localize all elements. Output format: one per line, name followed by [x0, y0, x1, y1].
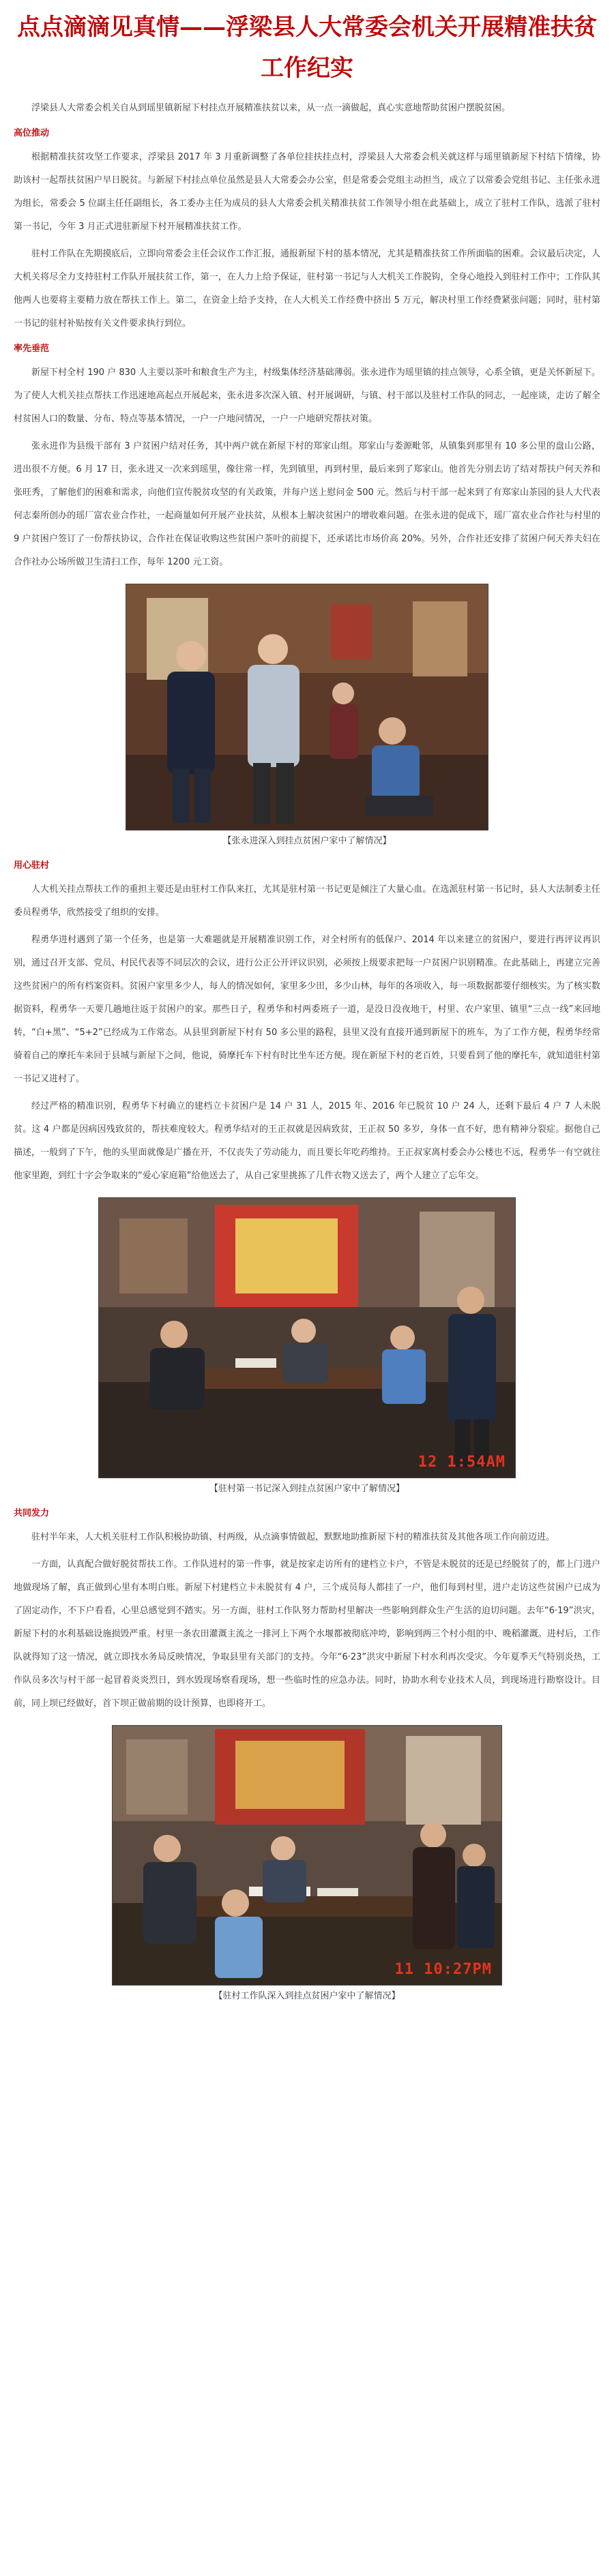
figure-caption: 【驻村第一书记深入到挂点贫困户家中了解情况】	[209, 1484, 405, 1494]
photo-illustration	[113, 1726, 501, 1985]
figure-2	[14, 1197, 600, 1497]
paragraph: 人大机关挂点帮扶工作的重担主要还是由驻村工作队来扛，尤其是驻村第一书记更是倾注了大量心血。在选派驻村第一书记时，县人大法制委主任委员程勇华，欣然接受了组织的安排。	[14, 884, 600, 918]
paragraph: 新屋下村全村 190 户 830 人主要以茶叶和粮食生产为主，村级集体经济基础薄弱。张永进作为瑶里镇的挂点领导，心系全镇，更是关怀新屋下。为了使人大机关挂点帮扶工作迅速地高起点开展起来，张永进多次深入镇、村开展调研，与镇、村干部以及驻村工作队的同志，一起座谈，走访了解全村贫困人口的数量、分布、特点等基本情况，一户一户地问情况，一户一户地研究帮扶对策。	[14, 368, 600, 424]
paragraph: 驻村半年来，人大机关驻村工作队积极协助镇、村两级，从点滴事情做起，默默地助推新屋下村的精准扶贫及其他各项工作向前迈进。	[31, 1532, 555, 1542]
paragraph: 一方面，认真配合做好脱贫帮扶工作。工作队进村的第一件事，就是按家走访所有的建档立卡户，不管是未脱贫的还是已经脱贫了的，都上门进户地做现场了解，真正做到心里有本明白账。新屋下村建档立卡未脱贫有 4 户，三个成员每人都挂了一户，他们每到村里，进户走访这些贫困户已成为了固定动作，不下户看看，心里总感觉到不踏实。另一方面，驻村工作队努力帮助村里解决一些影响到群众生产生活的迫切问题。去年“6·19”洪灾，新屋下村的水利基础设施损毁严重。村里一条农田灌溉主流之一排河上下两个水堰都被彻底冲垮，影响到两三个村小组的中、晚稻灌溉。进村后，工作队就得知了这一情况，就立即找水务局反映情况，争取县里有关部门的支持。今年“6·23”洪灾中新屋下村水利再次受灾。今年夏季天气特别炎热，工作队员多次与村干部一起冒着炎炎烈日，到水毁现场察看现场，想一些临时性的应急办法。同时，协助水利专业技术人员，到现场进行勘察设计。目前，同上坝已经做好，首下坝正做前期的设计预算，也即将开工。	[14, 1559, 600, 1709]
photo-work-team-visit	[112, 1725, 502, 1986]
photo-timestamp: 12 1:54AM	[418, 1454, 506, 1471]
section-heading-high-level: 高位推动	[14, 128, 50, 138]
intro-paragraph: 浮梁县人大常委会机关自从到瑶里镇新屋下村挂点开展精准扶贫以来，从一点一滴做起，真心实意地帮助贫困户摆脱贫困。	[31, 103, 511, 113]
paragraph: 经过严格的精准识别，程勇华下村确立的建档立卡贫困户是 14 户 31 人，2015 年、2016 年已脱贫 10 户 24 人，还剩下最后 4 户 7 人未脱贫。这 4 户都是因病因残致贫的，帮扶难度较大。程勇华结对的王正叔就是因病致贫，王正叔 50 多岁，身体一直不好，患有精神分裂症。据他自己描述，一般到了下午，他的头里面就像是广播在开，不仅丧失了劳动能力，而且要长年吃药维持。王正叔家离村委会办公楼也不远，程勇华一有空就往他家里跑，到红十字会争取来的“爱心家庭箱”给他送去了，从自己家里挑拣了几件衣物又送去了，两个人建立了忘年交。	[14, 1101, 600, 1181]
photo-illustration	[99, 1198, 515, 1478]
photo-illustration	[126, 584, 488, 830]
paragraph: 张永进作为县级干部有 3 户贫困户结对任务，其中两户就在新屋下村的郑家山组。郑家山与娄源毗邻，从镇集到那里有 10 多公里的盘山公路，进出很不方便。6 月 17 日，张永进又一次来到瑶里，像往常一样，先到镇里，再到村里，最后来到了郑家山。他首先分别去访了结对帮扶户何天养和张旺秀，了解他们的困难和需求，向他们宣传脱贫攻坚的有关政策，并每户送上慰问金 500 元。然后与村干部一起来到了有郑家山茶园的县人大代表何志秦所创办的瑶厂富农业合作社，一起商量如何开展产业扶贫，从根本上解决贫困户的增收难问题。在张永进的促成下，瑶厂富农业合作社与村里的 9 户贫困户签订了一份帮扶协议，合作社在保证收购这些贫困户茶叶的前提下，还承诺比市场价高 20%。另外，合作社还安排了贫困户何天养夫妇在合作社办公场所做卫生清扫工作，每年 1200 元工资。	[14, 441, 600, 567]
paragraph: 驻村工作队在先期摸底后，立即向常委会主任会议作工作汇报，通报新屋下村的基本情况，尤其是精准扶贫工作所面临的困难。会议最后决定，人大机关将尽全力支持驻村工作队开展扶贫工作，第一，在人力上给予保证，驻村第一书记与人大机关工作脱钩，全身心地投入到驻村工作中；工作队其他两人也要将主要精力放在帮扶工作上。第二，在资金上给予支持，在人大机关工作经费中挤出 5 万元，解决村里工作经费紧张问题；同时，驻村第一书记的驻村补贴按有关文件要求执行到位。	[14, 249, 600, 329]
photo-timestamp: 11 10:27PM	[394, 1961, 492, 1978]
paragraph: 程勇华进村遇到了第一个任务，也是第一大难题就是开展精准识别工作，对全村所有的低保户、2014 年以来建立的贫困户，要进行再评议再识别，通过召开支部、党员、村民代表等不同层次的会议，进行公正公开评议识别，必须按上级要求把每一户贫困户识别精准。在此基础上，再建立完善这些贫困户的所有档案资料。贫困户家里多少人，每人的情况如何，家里多少田，多少山林，每年的各项收入，每一项数据都要仔细核实。为了核实数据资料，程勇华一天要几趟地往返于贫困户的家。那些日子，程勇华和村两委班子一道，是没日没夜地干，村里、农户家里、镇里“三点一线”来回地转，“白+黑”、“5+2”已经成为工作常态。从县里到新屋下村有 50 多公里的路程，县里又没有直接开通到新屋下的班车，为了工作方便，程勇华经常骑着自己的摩托车来回于县城与新屋下之间，他说，骑摩托车下村有时比坐车还方便。现在新屋下村的老百姓，只要看到了他的摩托车，就知道驻村第一书记又进村了。	[14, 935, 600, 1084]
section-heading-lead-by-example: 率先垂范	[14, 344, 50, 354]
figure-caption: 【张永进深入到挂点贫困户家中了解情况】	[222, 836, 392, 846]
figure-3	[14, 1725, 600, 2005]
section-heading-joint-effort: 共同发力	[14, 1508, 50, 1518]
photo-first-secretary-visit	[98, 1197, 516, 1478]
figure-1	[14, 584, 600, 850]
photo-visit-poor-household	[126, 584, 488, 830]
article-title: 点点滴滴见真情——浮梁县人大常委会机关开展精准扶贫工作纪实	[17, 14, 597, 82]
paragraph: 根据精准扶贫攻坚工作要求，浮梁县 2017 年 3 月重新调整了各单位挂扶挂点村，浮梁县人大常委会机关就这样与瑶里镇新屋下村结下情缘，协助该村一起帮扶贫困户早日脱贫。与新屋下村挂点单位虽然是县人大常委会办公室，但是常委会党组主动担当，成立了以常委会党组书记、主任张永进为组长，常委会 5 位副主任任副组长，各工委办主任为成员的县人大常委会机关精准扶贫工作领导小组在此基础上，成立了驻村工作队，选派了驻村第一书记，今年 3 月正式进驻新屋下村开展精准扶贫工作。	[14, 152, 600, 232]
figure-caption: 【驻村工作队深入到挂点贫困户家中了解情况】	[214, 1991, 400, 2001]
section-heading-village-work: 用心驻村	[14, 860, 50, 871]
